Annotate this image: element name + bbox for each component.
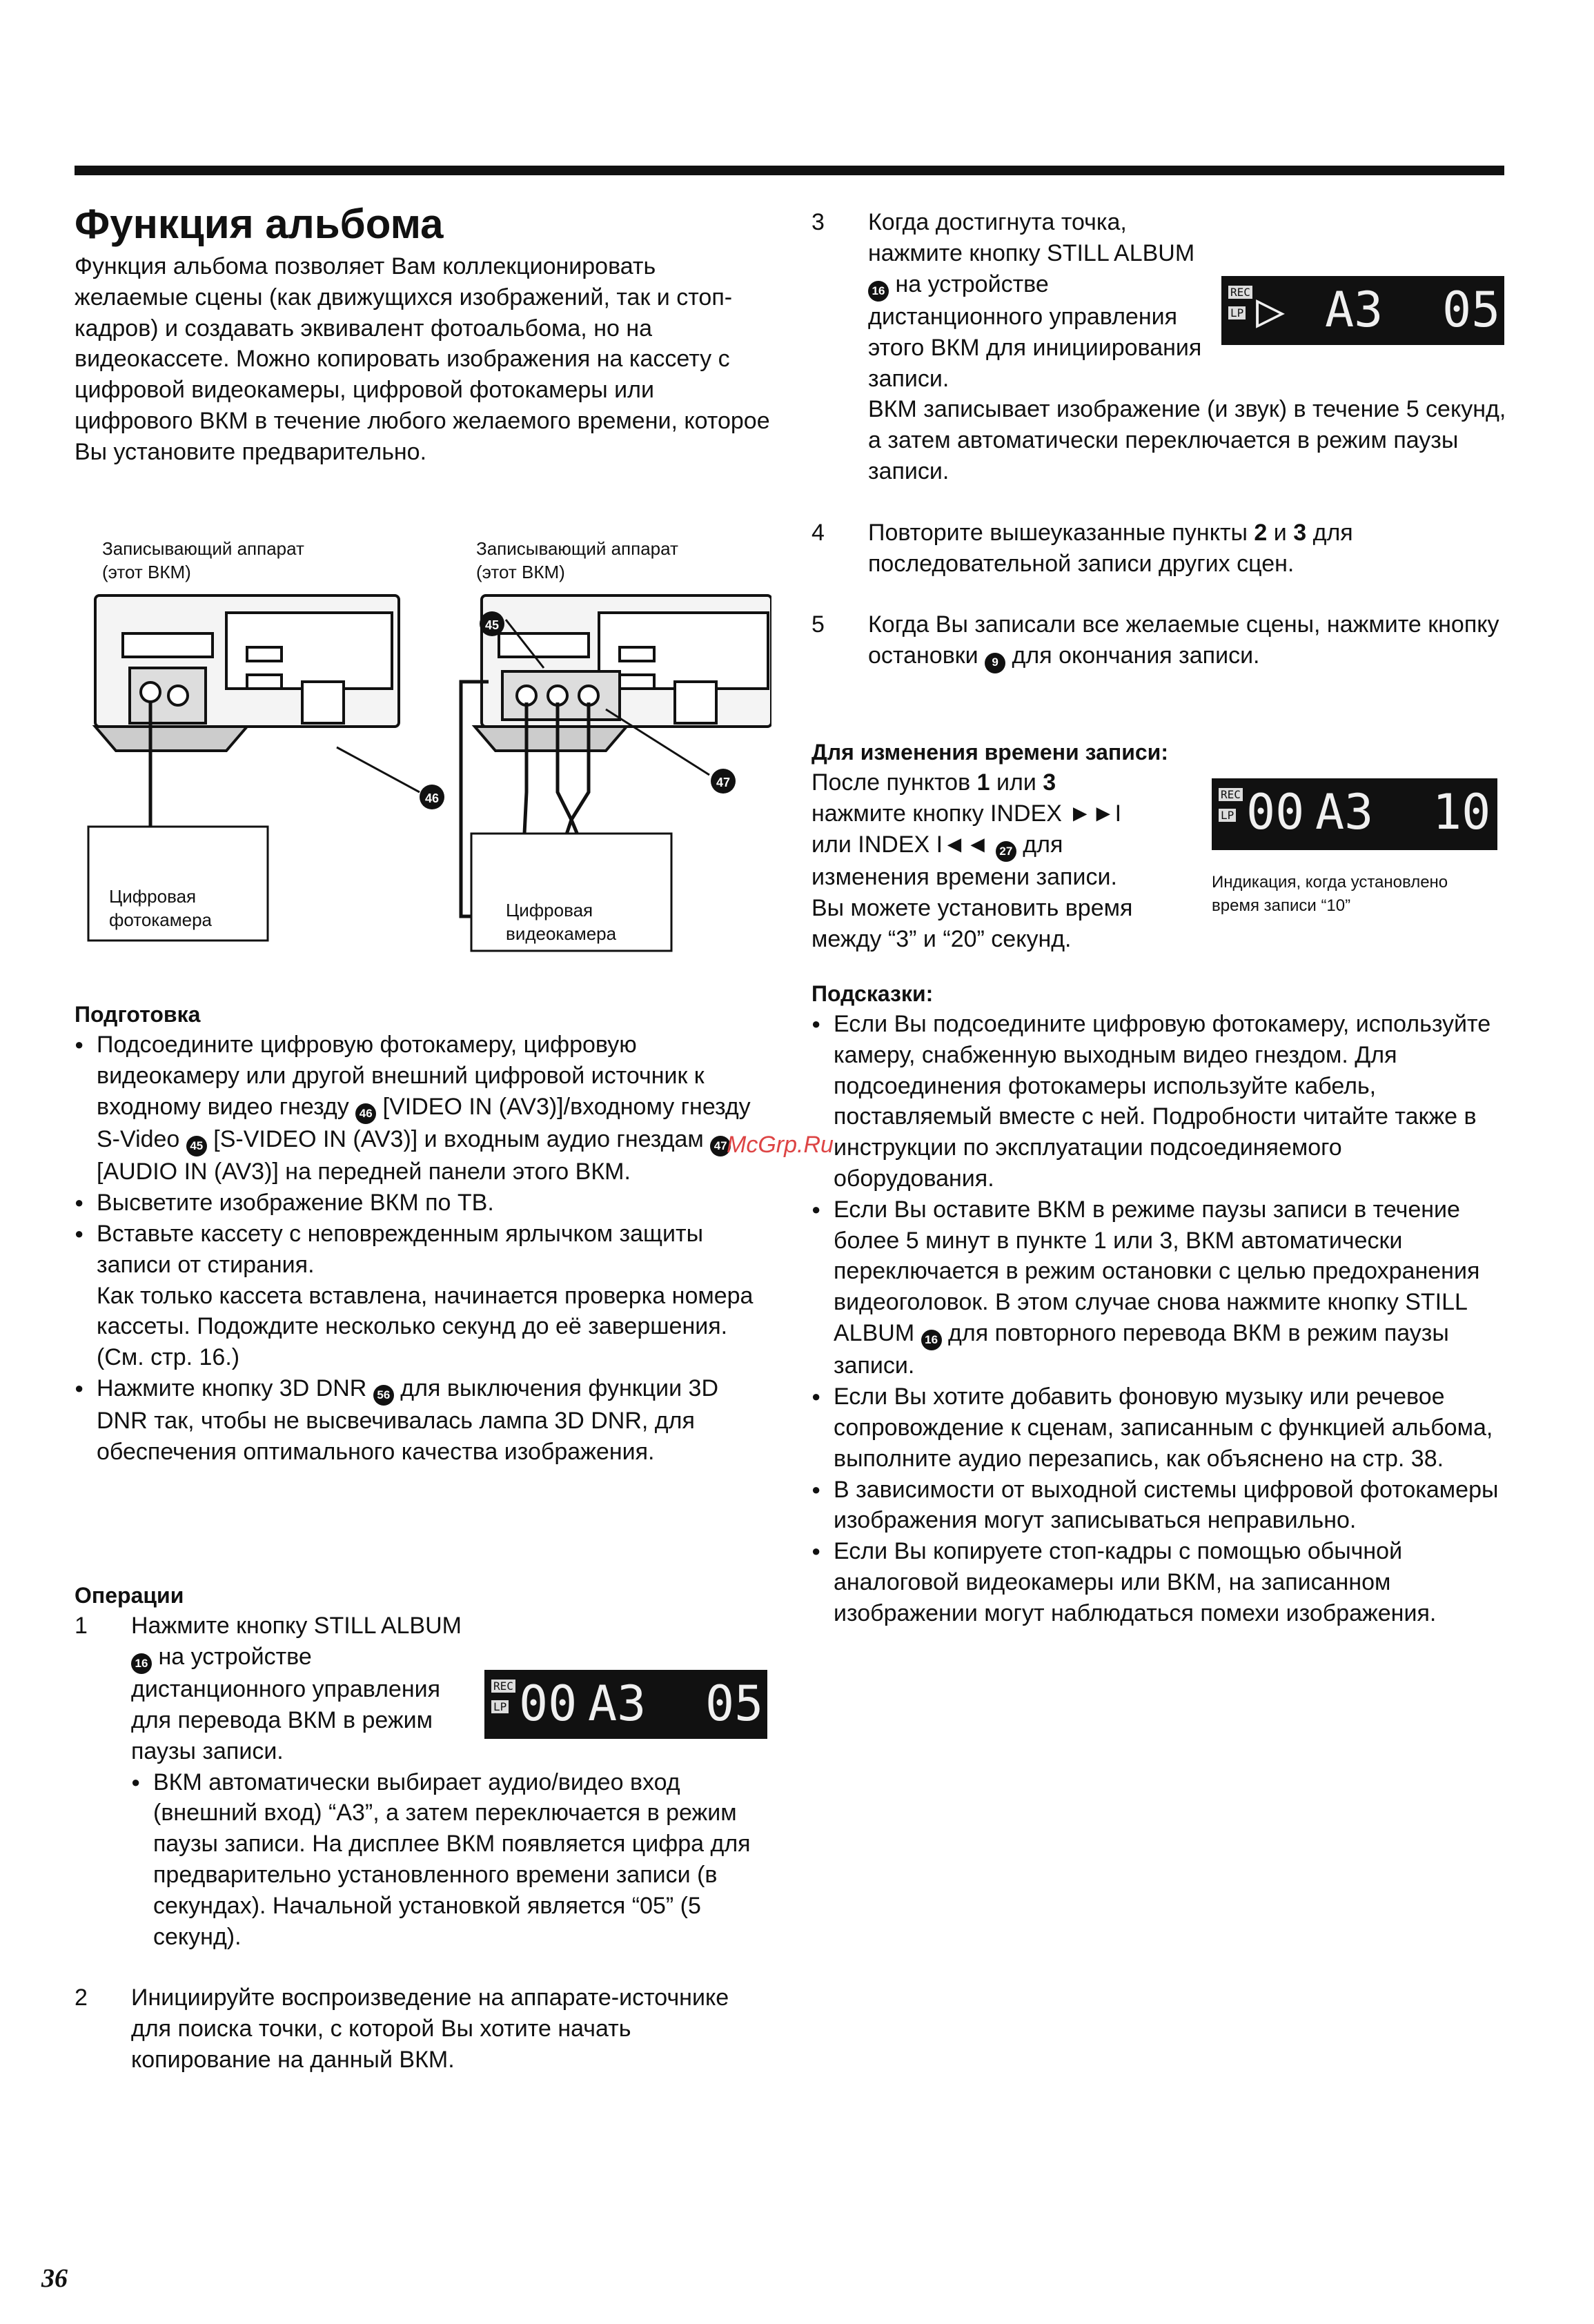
change-l1a: После пунктов: [811, 769, 971, 796]
recorder-label-1: Записывающий аппарат: [102, 538, 304, 559]
recorder-label-1b: (этот ВКМ): [102, 562, 191, 582]
step-4-and: и: [1273, 519, 1287, 546]
change-ref-3: 3: [1043, 769, 1056, 796]
ops-step-1-bullet: ● ВКМ автоматически выбирает аудио/видео вход (внешний вход) “A3”, а затем переключается в режим паузы записи. На дисплее ВКМ появляется цифра для предварительно установленного времени записи (в секундах). Начальной установкой является “05” (5 секунд).: [131, 1767, 771, 1953]
vcr-display-time-10: [1212, 778, 1497, 850]
display-mode-3: 00: [1246, 784, 1305, 840]
callout-45: 45: [484, 618, 500, 632]
display-input: A3: [588, 1675, 647, 1732]
change-heading: Для изменения времени записи:: [811, 740, 1168, 765]
vcr-right: [475, 595, 771, 751]
header-rule: [75, 166, 1504, 175]
callout-47-icon: 47: [710, 1136, 731, 1156]
step-3-text-c: ВКМ записывает изображение (и звук) в течение 5 секунд, а затем автоматически переключается в режим паузы записи.: [868, 396, 1506, 484]
display-time-3: 10: [1433, 784, 1491, 840]
display-mode-2: ▷: [1256, 282, 1286, 338]
display-tag-rec: REC: [491, 1680, 515, 1693]
change-line-5: Вы можете установить время: [811, 894, 1133, 921]
video-camera-label-2: видеокамера: [506, 923, 617, 944]
display-time: 05: [705, 1675, 764, 1732]
step-3-text-a: Когда достигнута точка, нажмите кнопку STILL ALBUM: [868, 209, 1195, 266]
tips-section: [811, 978, 1508, 1629]
display-tag-rec-2: REC: [1228, 286, 1252, 299]
ops-step-5: [811, 609, 1508, 673]
step-5-number: 5: [811, 611, 825, 638]
change-or: или: [996, 769, 1036, 796]
vcr-left: [95, 595, 399, 751]
tip-2a: Если Вы оставите ВКМ в режиме паузы записи в течение более 5 минут в пункте 1 или 3, ВКМ автоматически переключается в режим остановки с целью предохранения видеоголовок. В этом случае снова нажмите кнопку STILL ALBUM: [834, 1196, 1480, 1346]
change-line-1: [811, 767, 1198, 798]
display-tag-rec-3: REC: [1219, 788, 1243, 801]
connection-diagram-svg: [75, 530, 771, 965]
page-title: Функция альбома: [75, 201, 444, 247]
photo-camera-label-2: фотокамера: [109, 909, 213, 930]
step-4-ref-2: 2: [1254, 519, 1268, 546]
vcr-display-step1: [484, 1670, 767, 1739]
display-input-3: A3: [1315, 784, 1374, 840]
callout-27-icon: 27: [996, 841, 1016, 862]
prep-b4a: Нажмите кнопку 3D DNR: [97, 1375, 367, 1401]
display-tag-lp-3: LP: [1219, 809, 1236, 822]
preparation-section: [75, 999, 771, 1468]
change-line-4: изменения времени записи.: [811, 863, 1117, 890]
callout-45-icon: 45: [186, 1136, 207, 1156]
watermark: McGrp.Ru: [727, 1132, 834, 1158]
prep-bullet-4: [75, 1373, 771, 1468]
photo-camera-label-1: Цифровая: [109, 886, 197, 907]
ops-step-2: [75, 1982, 771, 2075]
prep-heading: Подготовка: [75, 1002, 201, 1027]
callout-9-icon: 9: [985, 653, 1005, 673]
ops-step-4: [811, 518, 1508, 580]
prep-bullet-3: [75, 1219, 771, 1373]
step-5-text-a: Когда Вы записали все желаемые сцены, нажмите кнопку остановки: [868, 611, 1499, 669]
tips-heading: Подсказки:: [811, 981, 934, 1006]
prep-b1c: [S-VIDEO IN (AV3)] и входным аудио гнездам: [213, 1125, 704, 1152]
change-l3a: или INDEX I◄◄: [811, 831, 990, 858]
display-caption: [1212, 871, 1502, 918]
callout-16-icon-3: 16: [921, 1330, 942, 1350]
callout-47: 47: [716, 776, 731, 789]
callout-56-icon: 56: [373, 1385, 394, 1406]
change-time-section: [811, 737, 1198, 954]
step-4-number: 4: [811, 519, 825, 546]
step-4-ref-3: 3: [1293, 519, 1307, 546]
display-input-2: A3: [1325, 282, 1384, 338]
change-l3b: для: [1023, 831, 1063, 858]
step-3-text-b: на устройстве дистанционного управления этого ВКМ для инициирования записи.: [868, 270, 1202, 392]
recorder-label-2: Записывающий аппарат: [476, 538, 678, 559]
caption-line-2: время записи “10”: [1212, 896, 1351, 915]
prep-b3b: Как только кассета вставлена, начинается проверка номера кассеты. Подождите несколько секунд до её завершения. (См. стр. 16.): [97, 1282, 754, 1371]
step-1-text-a: Нажмите кнопку STILL ALBUM: [131, 1613, 462, 1639]
step-2-text: Инициируйте воспроизведение на аппарате-источнике для поиска точки, с которой Вы хотите начать копирование на данный ВКМ.: [131, 1985, 729, 2073]
prep-b3a: ● Вставьте кассету с неповрежденным ярлычком защиты записи от стирания.: [97, 1220, 704, 1278]
display-tag-lp: LP: [491, 1700, 509, 1713]
display-tag-lp-2: LP: [1228, 306, 1246, 319]
video-camera-label-1: Цифровая: [506, 900, 593, 920]
page-number: 36: [41, 2264, 68, 2293]
ops-heading: Операции: [75, 1583, 184, 1608]
prep-b1d: [AUDIO IN (AV3)] на передней панели этого ВКМ.: [97, 1159, 631, 1185]
prep-b1a: Подсоедините цифровую фотокамеру, цифровую видеокамеру или другой внешний цифровой источник к входному видео гнезду: [97, 1032, 705, 1120]
callout-46: 46: [424, 791, 440, 805]
change-line-3: [811, 829, 1198, 862]
display-mode: 00: [519, 1675, 578, 1732]
tip-4: ● В зависимости от выходной системы цифровой фотокамеры изображения могут записываться неправильно.: [811, 1475, 1508, 1537]
left-column: [75, 200, 771, 468]
vcr-display-step3: [1221, 276, 1504, 345]
caption-line-1: Индикация, когда установлено: [1212, 873, 1448, 892]
connection-diagram: [75, 530, 771, 965]
change-ref-1: 1: [976, 769, 990, 796]
callout-46-icon: 46: [355, 1103, 376, 1124]
display-time-2: 05: [1442, 282, 1501, 338]
tip-2b: для повторного перевода ВКМ в режим паузы записи.: [834, 1319, 1449, 1379]
step-5-text-b: для окончания записи.: [1012, 642, 1260, 669]
change-line-2: нажмите кнопку INDEX ►►I: [811, 800, 1122, 827]
callout-16-icon-2: 16: [868, 281, 889, 302]
operations-section: [75, 1580, 771, 2076]
step-4-text-a: Повторите вышеуказанные пункты: [868, 519, 1248, 546]
prep-bullet-1: [75, 1030, 771, 1188]
step-4-text-b: для последовательной записи других сцен.: [868, 519, 1353, 577]
step-2-number: 2: [75, 1985, 88, 2011]
prep-bullet-2: ● Высветите изображение ВКМ по ТВ.: [75, 1188, 771, 1219]
recorder-label-2b: (этот ВКМ): [476, 562, 565, 582]
prep-b4b: для выключения функции 3D DNR так, чтобы не высвечивалась лампа 3D DNR, для обеспечения оптимального качества изображения.: [97, 1375, 719, 1466]
change-line-6: между “3” и “20” секунд.: [811, 925, 1072, 952]
prep-b1b: [VIDEO IN (AV3)]/входному гнезду S-Video: [97, 1093, 751, 1152]
tip-1: ● Если Вы подсоедините цифровую фотокамеру, используйте камеру, снабженную выходным видео гнездом. Для подсоединения фотокамеры используйте кабель, поставляемый вместе с ней. Подробности читайте также в инструкции по эксплуатации подсоединяемого оборудования.: [811, 1009, 1508, 1194]
tip-2: [811, 1194, 1508, 1381]
step-1-text-b: на устройстве дистанционного управления для перевода ВКМ в режим паузы записи.: [131, 1643, 440, 1764]
step-3-number: 3: [811, 209, 825, 235]
step-1-number: 1: [75, 1613, 88, 1639]
tip-3: ● Если Вы хотите добавить фоновую музыку или речевое сопровождение к сценам, записанным с функцией альбома, выполните аудио перезапись, как объяснено на стр. 38.: [811, 1381, 1508, 1474]
tip-5: ● Если Вы копируете стоп-кадры с помощью обычной аналоговой видеокамеры или ВКМ, на записанном изображении могут наблюдаться помехи изображения.: [811, 1536, 1508, 1628]
intro-text: Функция альбома позволяет Вам коллекционировать желаемые сцены (как движущихся изображений, так и стоп-кадров) и создавать эквивалент фотоальбома, но на видеокассете. Можно копировать изображения на кассету с цифровой видеокамеры, цифровой фотокамеры или цифрового ВКМ в течение любого желаемого времени, которое Вы установите предварительно.: [75, 253, 770, 465]
callout-16-icon: 16: [131, 1653, 152, 1674]
